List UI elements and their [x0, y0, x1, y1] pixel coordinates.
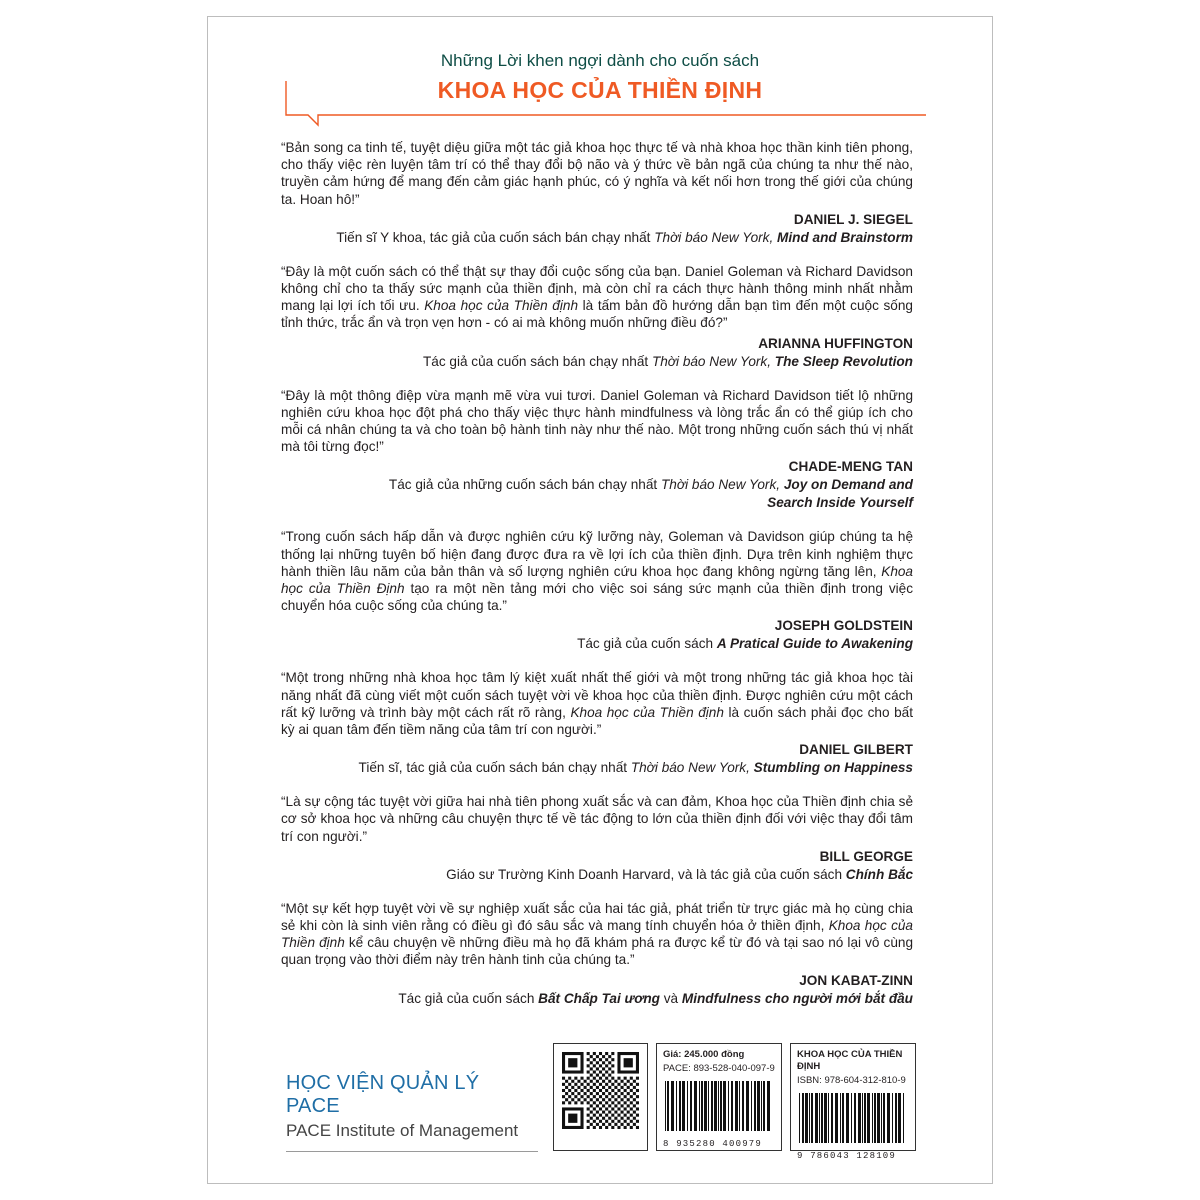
desc-book-title: Chính Bắc — [845, 866, 913, 882]
quote-text — [281, 263, 913, 332]
quote-text-part: “Một sự kết hợp tuyệt vời về sự nghiệp xuất sắc của hai tác giả, phát triển từ trực giác mà họ cùng chia sẻ khi còn là sinh viên rằng có điều gì đó sâu sắc và mang tính chuyển hóa ở thiền định, — [281, 900, 913, 934]
quote-block — [281, 793, 913, 884]
isbn-title: KHOA HỌC CỦA THIỀN ĐỊNH — [797, 1049, 903, 1072]
quote-italic-title: Khoa học của Thiền định — [570, 704, 724, 720]
desc-book-title: The Sleep Revolution — [774, 353, 913, 369]
isbn-number: ISBN: 978-604-312-810-9 — [797, 1075, 906, 1086]
desc-italic: Thời báo New York, — [654, 229, 778, 245]
quote-block — [281, 263, 913, 371]
quote-author-desc — [281, 990, 913, 1008]
quote-text — [281, 669, 913, 738]
quote-text-part: tạo ra một nền tảng mới cho việc soi sáng sức mạnh của thiền định trong việc chuyển hóa cuộc sống của chúng ta.” — [281, 581, 913, 614]
quote-author: JON KABAT-ZINN — [799, 972, 913, 988]
quote-author: BILL GEORGE — [819, 848, 913, 864]
praise-quotes — [281, 139, 913, 1024]
desc-text: Tác giả của cuốn sách — [577, 636, 717, 652]
quote-author: JOSEPH GOLDSTEIN — [774, 618, 913, 634]
quote-author-desc — [281, 476, 913, 512]
isbn-box — [790, 1043, 916, 1161]
desc-book-title: Mindfulness cho người mới bắt đầu — [681, 990, 913, 1006]
desc-text: và — [659, 990, 682, 1006]
quote-author: DANIEL GILBERT — [799, 742, 913, 758]
desc-text: Giáo sư Trường Kinh Doanh Harvard, và là tác giả của cuốn sách — [446, 866, 846, 882]
quote-text-part: là tấm bản đồ hướng dẫn bạn tìm đến một cuộc sống tỉnh thức, trắc ẩn và trọn vẹn hơn - có ai mà không muốn những điều đó?” — [281, 298, 913, 331]
quote-block — [281, 139, 913, 247]
quote-block — [281, 528, 913, 653]
desc-book-title: A Pratical Guide to Awakening — [716, 636, 913, 652]
desc-italic: Thời báo New York, — [630, 760, 754, 776]
quote-italic-title: Khoa học của Thiền Định — [281, 563, 913, 597]
qr-code-box — [553, 1043, 648, 1151]
quote-block — [281, 669, 913, 777]
book-back-cover — [207, 16, 993, 1184]
desc-text: Tác giả của cuốn sách bán chạy nhất — [422, 353, 652, 369]
publisher-name-vn: HỌC VIỆN QUẢN LÝ PACE — [286, 1072, 480, 1117]
desc-text: Tiến sĩ Y khoa, tác giả của cuốn sách bán chạy nhất — [336, 229, 655, 245]
desc-book-title: Stumbling on Happiness — [753, 760, 913, 776]
quote-author: ARIANNA HUFFINGTON — [758, 335, 913, 351]
quote-author-desc — [281, 866, 913, 884]
desc-text: Tác giả của những cuốn sách bán chạy nhất — [388, 477, 661, 493]
header-title: KHOA HỌC CỦA THIỀN ĐỊNH — [437, 77, 763, 103]
desc-text: Tiến sĩ, tác giả của cuốn sách bán chạy nhất — [358, 760, 631, 776]
quote-text-part: “Đây là một cuốn sách có thể thật sự thay đổi cuộc sống của bạn. Daniel Goleman và Richard Davidson không chỉ cho ta thấy sức mạnh của thiền định, mà còn chỉ ra cách thực hành thông minh nhất nhằm mang lại lợi ích tối ưu. — [281, 263, 913, 314]
desc-book-title: Mind and Brainstorm — [777, 229, 913, 245]
barcode-icon — [663, 1081, 775, 1133]
quote-italic-title: Khoa học của Thiền định — [424, 298, 579, 314]
quote-text: “Bản song ca tinh tế, tuyệt diệu giữa một tác giả khoa học thực tế và nhà khoa học thần kinh tiên phong, cho thấy việc rèn luyện tâm trí có thể thay đổi bộ não và ý thức về bản ngã của chúng ta như thế nào, truyền cảm hứng để mang đến cảm giác hạnh phúc, có ý nghĩa và kết nối hơn trong thế giới của chúng ta. Hoan hô!” — [281, 140, 913, 207]
quote-block — [281, 900, 913, 1008]
publisher-logo — [286, 1072, 538, 1152]
desc-book-title: Bất Chấp Tai ương — [538, 990, 660, 1006]
desc-text: Tác giả của cuốn sách — [398, 990, 539, 1006]
quote-text — [281, 528, 913, 614]
price-label: Giá: 245.000 đồng — [663, 1049, 745, 1060]
quote-text-part: kể câu chuyện về những điều mà họ đã khám phá ra được kể từ đó và tại sao nó lại vô cùng quan trọng vào thời điểm này trên hành tinh của chúng ta.” — [281, 935, 913, 968]
header-subtitle: Những Lời khen ngợi dành cho cuốn sách — [440, 51, 760, 70]
quote-author: CHADE-MENG TAN — [788, 459, 913, 475]
quote-author-desc — [281, 635, 913, 653]
barcode-digits: 8 935280 400979 — [663, 1139, 763, 1149]
quote-text-part: là cuốn sách phải đọc cho bất kỳ ai quan tâm đến tiềm năng của tâm trí con người.” — [281, 704, 913, 738]
quote-block — [281, 387, 913, 513]
desc-book-title: Joy on Demand and Search Inside Yourself — [767, 477, 913, 511]
publisher-divider — [286, 1151, 538, 1152]
quote-author-desc — [281, 759, 913, 777]
pace-code: PACE: 893-528-040-097-9 — [663, 1063, 775, 1074]
desc-italic: Thời báo New York, — [651, 353, 775, 369]
quote-text — [281, 900, 913, 969]
barcode-icon — [797, 1093, 909, 1145]
quote-author-desc — [281, 353, 913, 371]
quote-text-part: “Trong cuốn sách hấp dẫn và được nghiên cứu kỹ lưỡng này, Goleman và Davidson giúp chúng ta hệ thống lại những tuyên bố hiện đang được đưa ra về lợi ích của thiền định. Dựa trên kinh nghiệm thực hành thiền lâu năm của bản thân và số lượng nghiên cứu khoa học đang không ngừng tăng lên, — [281, 529, 913, 579]
quote-italic-title: Khoa học của Thiền định — [281, 918, 913, 951]
quote-text: “Là sự cộng tác tuyệt vời giữa hai nhà tiên phong xuất sắc và can đảm, Khoa học của Thiền định chia sẻ cơ sở khoa học và những câu chuyện thực tế về tác động to lớn của thiền định đối với việc thay đổi tâm trí con người.” — [281, 794, 913, 844]
price-box — [656, 1043, 782, 1151]
barcode-digits: 9 786043 128109 — [797, 1151, 897, 1161]
quote-text-part: “Một trong những nhà khoa học tâm lý kiệt xuất nhất thế giới và một trong những tác giả khoa học tài năng nhất đã cùng viết một cuốn sách tuyệt vời về khoa học của thiền định. Được nghiên cứu một cách rất kỹ lưỡng và trình bày một cách rất rõ ràng, — [281, 670, 913, 720]
quote-author: DANIEL J. SIEGEL — [793, 211, 913, 227]
quote-text: “Đây là một thông điệp vừa mạnh mẽ vừa vui tươi. Daniel Goleman và Richard Davidson tiết lộ những nghiên cứu khoa học đột phá cho thấy việc thực hành mindfulness và lòng trắc ẩn có thể giúp ích cho mỗi cá nhân chúng ta và cho toàn bộ hành tinh này như thế nào. Một trong những cuốn sách thú vị nhất mà tôi từng đọc!” — [281, 387, 913, 455]
desc-italic: Thời báo New York, — [661, 477, 784, 493]
publisher-name-en: PACE Institute of Management — [286, 1121, 519, 1140]
qr-code-icon — [562, 1052, 639, 1142]
quote-author-desc — [281, 229, 913, 247]
